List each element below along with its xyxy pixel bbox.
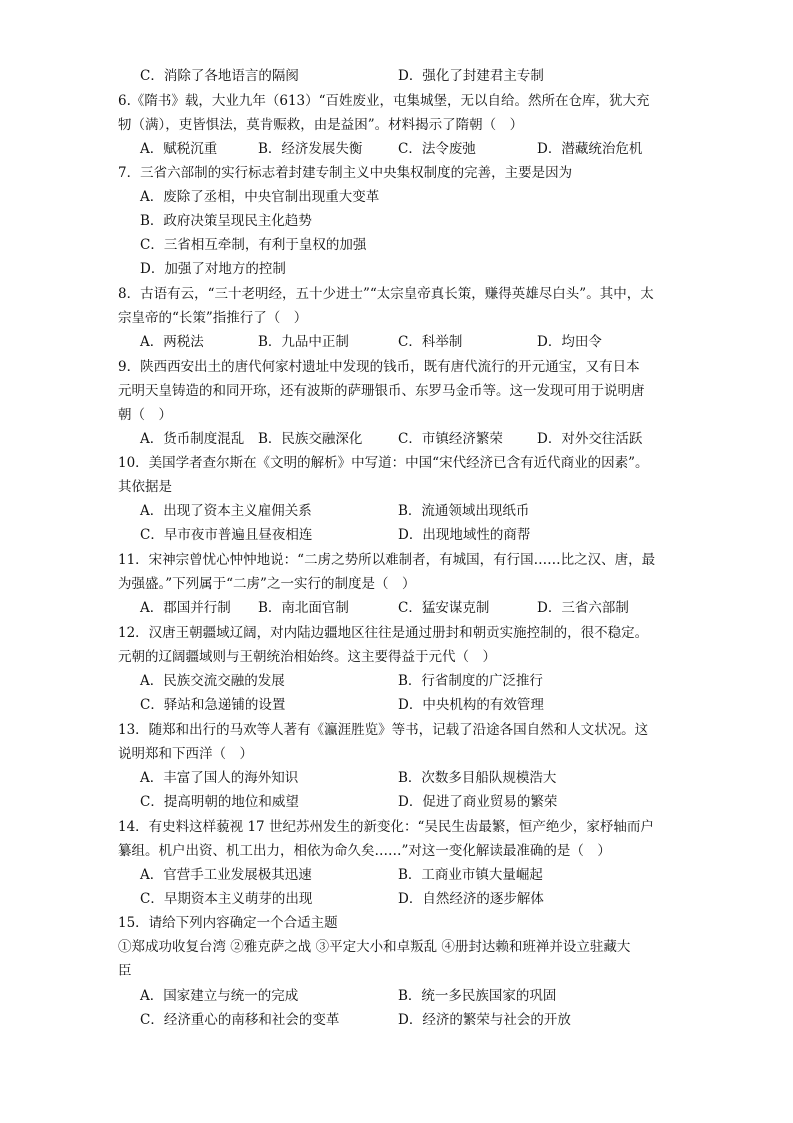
q9-option-a: A．货币制度混乱 <box>140 431 245 447</box>
q15-option-b: B．统一多民族国家的巩固 <box>398 988 557 1004</box>
q12-option-d: D．中央机构的有效管理 <box>398 697 544 713</box>
q8-option-b: B．九品中正制 <box>258 334 349 350</box>
q13-stem-line-2: 说明郑和下西洋（ ） <box>118 746 253 762</box>
q8-option-c: C．科举制 <box>398 334 463 350</box>
q13-option-a: A．丰富了国人的海外知识 <box>140 770 299 786</box>
q15-stem-line-3: 臣 <box>118 963 132 979</box>
q8-stem-line-1: 8．古语有云，“三十老明经，五十少进士”“太宗皇帝真长策，赚得英雄尽白头”。其中，太 <box>118 286 654 302</box>
q6-option-c: C．法令废弛 <box>398 141 476 157</box>
q14-stem-line-1: 14．有史料这样藐视 17 世纪苏州发生的新变化：“吴民生齿最繁，恒产绝少，家杼轴而户 <box>118 819 654 835</box>
q11-stem-line-2: 为强盛。”下列属于“二虏”之一实行的制度是（ ） <box>118 576 416 592</box>
q8-stem-line-2: 宗皇帝的“长策”指推行了（ ） <box>118 310 308 326</box>
q9-stem-line-2: 元明天皇铸造的和同开珎，还有波斯的萨珊银币、东罗马金币等。这一发现可用于说明唐 <box>118 383 645 399</box>
q13-option-c: C．提高明朝的地位和威望 <box>140 794 299 810</box>
q9-stem-line-1: 9．陕西西安出土的唐代何家村遗址中发现的钱币，既有唐代流行的开元通宝，又有日本 <box>118 359 640 375</box>
q10-stem-line-2: 其依据是 <box>118 479 172 495</box>
q9-option-c: C．市镇经济繁荣 <box>398 431 503 447</box>
q6-option-a: A．赋税沉重 <box>140 141 218 157</box>
q8-option-a: A．两税法 <box>140 334 204 350</box>
q10-stem-line-1: 10．美国学者查尔斯在《文明的解析》中写道：中国“宋代经济已含有近代商业的因素”。 <box>118 455 649 471</box>
q11-option-a: A．郡国并行制 <box>140 600 231 616</box>
q15-stem-line-2: ①郑成功收复台湾 ②雅克萨之战 ③平定大小和卓叛乱 ④册封达赖和班禅并设立驻藏大 <box>118 939 631 955</box>
q9-option-b: B．民族交融深化 <box>258 431 363 447</box>
q11-option-b: B．南北面官制 <box>258 600 349 616</box>
q9-option-d: D．对外交往活跃 <box>537 431 643 447</box>
q12-option-c: C．驿站和急递铺的设置 <box>140 697 286 713</box>
q11-stem-line-1: 11．宋神宗曾忧心忡忡地说：“二虏之势所以难制者，有城国，有行国……比之汉、唐，最 <box>118 552 656 568</box>
q6-option-b: B．经济发展失衡 <box>258 141 363 157</box>
q6-stem-line-2: 牣（满），吏皆惧法，莫肯赈救，由是益困”。材料揭示了隋朝（ ） <box>118 117 524 133</box>
q15-stem-line-1: 15．请给下列内容确定一个合适主题 <box>118 915 338 931</box>
q7-option-b: B．政府决策呈现民主化趋势 <box>140 213 312 229</box>
q12-option-a: A．民族交流交融的发展 <box>140 673 285 689</box>
q7-option-c: C．三省相互牵制，有利于皇权的加强 <box>140 237 367 253</box>
q6-stem-line-1: 6.《隋书》载，大业九年（613）“百姓废业，屯集城堡，无以自给。然所在仓库，犹大充 <box>118 93 650 109</box>
q10-option-b: B．流通领域出现纸币 <box>398 503 530 519</box>
q14-option-a: A．官营手工业发展极其迅速 <box>140 867 312 883</box>
q15-option-c: C．经济重心的南移和社会的变革 <box>140 1012 340 1028</box>
q14-option-b: B．工商业市镇大量崛起 <box>398 867 543 883</box>
q10-option-d: D．出现地域性的商帮 <box>398 527 531 543</box>
q8-option-d: D．均田令 <box>537 334 602 350</box>
q13-stem-line-1: 13．随郑和出行的马欢等人著有《瀛涯胜览》等书，记载了沿途各国自然和人文状况。这 <box>118 722 649 738</box>
q10-option-a: A．出现了资本主义雇佣关系 <box>140 503 312 519</box>
q15-option-d: D．经济的繁荣与社会的开放 <box>398 1012 571 1028</box>
q14-option-c: C．早期资本主义萌芽的出现 <box>140 891 313 907</box>
q12-stem-line-1: 12．汉唐王朝疆域辽阔，对内陆边疆地区往往是通过册封和朝贡实施控制的，很不稳定。 <box>118 625 649 641</box>
q9-stem-line-3: 朝（ ） <box>118 407 172 423</box>
q5-option-c: C．消除了各地语言的隔阂 <box>140 68 299 84</box>
q10-option-c: C．早市夜市普遍且昼夜相连 <box>140 527 313 543</box>
q7-stem-line-1: 7．三省六部制的实行标志着封建专制主义中央集权制度的完善，主要是因为 <box>118 165 573 181</box>
q7-option-d: D．加强了对地方的控制 <box>140 261 286 277</box>
q7-option-a: A．废除了丞相，中央官制出现重大变革 <box>140 189 380 205</box>
q14-stem-line-2: 纂组。机户出资、机工出力，相依为命久矣……”对这一变化解读最准确的是（ ） <box>118 843 611 859</box>
q13-option-d: D．促进了商业贸易的繁荣 <box>398 794 558 810</box>
q12-stem-line-2: 元朝的辽阔疆域则与王朝统治相始终。这主要得益于元代（ ） <box>118 649 496 665</box>
q5-option-d: D．强化了封建君主专制 <box>398 68 544 84</box>
q11-option-c: C．猛安谋克制 <box>398 600 490 616</box>
q12-option-b: B．行省制度的广泛推行 <box>398 673 543 689</box>
q15-option-a: A．国家建立与统一的完成 <box>140 988 299 1004</box>
q6-option-d: D．潜藏统治危机 <box>537 141 643 157</box>
q11-option-d: D．三省六部制 <box>537 600 629 616</box>
q14-option-d: D．自然经济的逐步解体 <box>398 891 544 907</box>
q13-option-b: B．次数多目船队规模浩大 <box>398 770 557 786</box>
